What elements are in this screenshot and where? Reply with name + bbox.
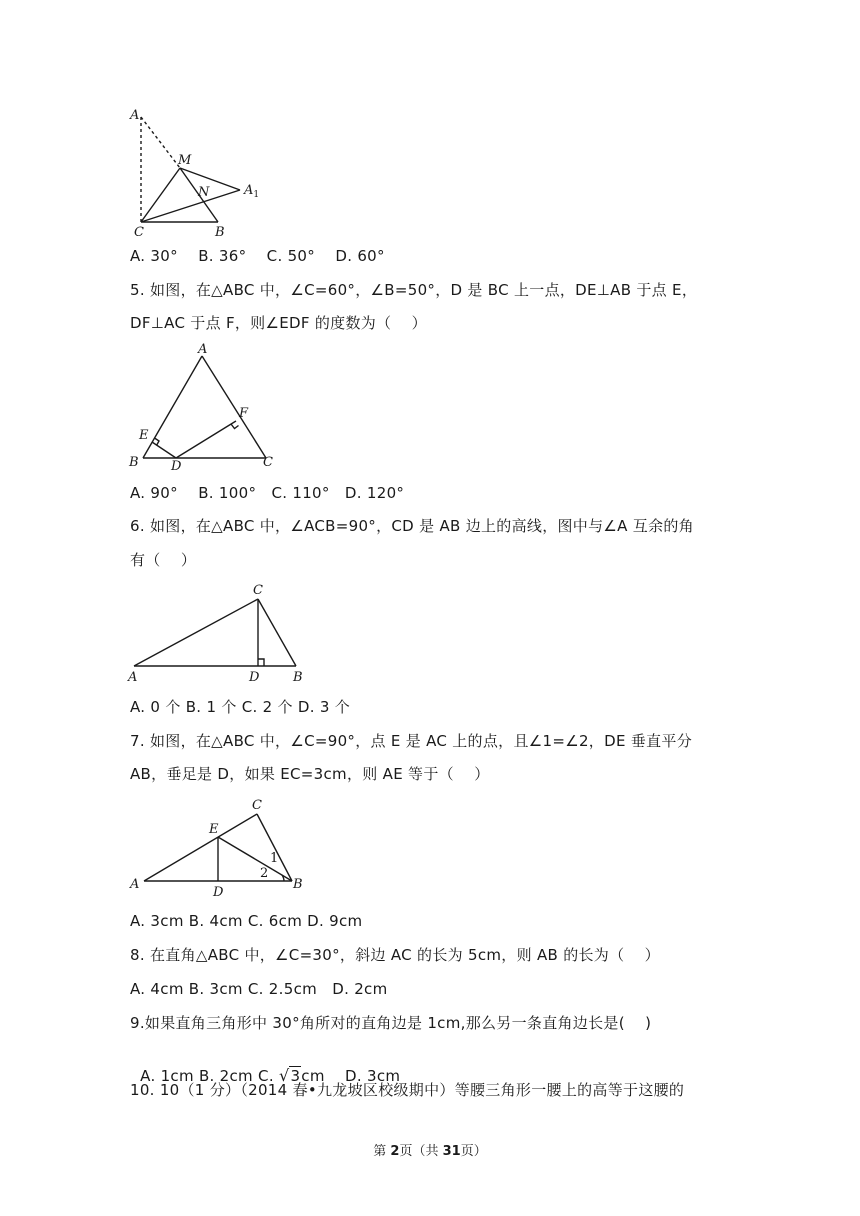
- q5-label-e: E: [139, 428, 149, 443]
- q7-stem-line-2: AB，垂足是 D，如果 EC=3cm，则 AE 等于（ ）: [130, 765, 490, 783]
- q5-stem-line-1: 5. 如图，在△ABC 中，∠C=60°，∠B=50°，D 是 BC 上一点，DE⊥AB 于点 E，: [130, 281, 698, 299]
- q7-label-one: 1: [270, 851, 279, 866]
- q7-stem-line-1: 7. 如图，在△ABC 中，∠C=90°，点 E 是 AC 上的点，且∠1=∠2，DE 垂直平分: [130, 732, 692, 750]
- q4-label-c: C: [134, 225, 144, 240]
- footer-total-pages: 31: [442, 1144, 461, 1159]
- sqrt-symbol: √3: [278, 1066, 301, 1085]
- q4-options: A. 30° B. 36° C. 50° D. 60°: [130, 247, 385, 265]
- q5-label-b: B: [129, 455, 139, 470]
- q4-figure: [128, 105, 268, 240]
- footer-suffix: 页）: [460, 1144, 487, 1159]
- footer-prefix: 第: [373, 1144, 391, 1159]
- q5-figure: [126, 340, 286, 472]
- q4-label-a: A: [130, 108, 140, 123]
- q5-label-a: A: [198, 342, 208, 357]
- q6-figure: [126, 578, 316, 688]
- q7-figure: [126, 795, 316, 900]
- q5-label-c: C: [263, 455, 273, 470]
- q4-label-a1: $A_1$: [244, 183, 260, 200]
- q6-label-b: B: [293, 670, 303, 685]
- q6-label-c: C: [253, 583, 263, 598]
- q7-label-a: A: [130, 877, 140, 892]
- q7-label-b: B: [293, 877, 303, 892]
- q7-label-c: C: [252, 798, 262, 813]
- q4-label-n: N: [198, 185, 210, 200]
- q5-label-f: F: [239, 406, 249, 421]
- q6-label-d: D: [249, 670, 260, 685]
- q6-stem-line-2: 有（ ）: [130, 551, 197, 569]
- q6-options: A. 0 个 B. 1 个 C. 2 个 D. 3 个: [130, 698, 351, 716]
- q7-label-d: D: [213, 885, 224, 900]
- q9-radicand: 3: [290, 1067, 301, 1085]
- q9-options-prefix: A. 1cm B. 2cm C.: [140, 1067, 279, 1085]
- q9-options-suffix: cm D. 3cm: [301, 1067, 401, 1085]
- q7-options: A. 3cm B. 4cm C. 6cm D. 9cm: [130, 912, 363, 930]
- page-footer: [0, 1140, 860, 1159]
- q7-label-two: 2: [260, 866, 269, 881]
- q7-label-e: E: [209, 822, 219, 837]
- q6-label-a: A: [128, 670, 138, 685]
- q4-label-m: M: [178, 153, 192, 168]
- q5-options: A. 90° B. 100° C. 110° D. 120°: [130, 484, 405, 502]
- q9-stem-line-1: 9.如果直角三角形中 30°角所对的直角边是 1cm,那么另一条直角边长是( ): [130, 1014, 652, 1032]
- q4-label-b: B: [215, 225, 225, 240]
- footer-page-number: 2: [390, 1144, 400, 1159]
- q5-label-d: D: [171, 459, 182, 472]
- q5-stem-line-2: DF⊥AC 于点 F，则∠EDF 的度数为（ ）: [130, 314, 427, 332]
- footer-middle: 页（共: [399, 1144, 443, 1159]
- q6-stem-line-1: 6. 如图，在△ABC 中，∠ACB=90°，CD 是 AB 边上的高线，图中与∠A 互余的角: [130, 517, 694, 535]
- q8-stem-line-1: 8. 在直角△ABC 中，∠C=30°，斜边 AC 的长为 5cm，则 AB 的长为（ ）: [130, 946, 660, 964]
- q10-stem-line-1: 10. 10（1 分）（2014 春•九龙坡区校级期中）等腰三角形一腰上的高等于这腰的: [130, 1081, 685, 1099]
- q8-options: A. 4cm B. 3cm C. 2.5cm D. 2cm: [130, 980, 388, 998]
